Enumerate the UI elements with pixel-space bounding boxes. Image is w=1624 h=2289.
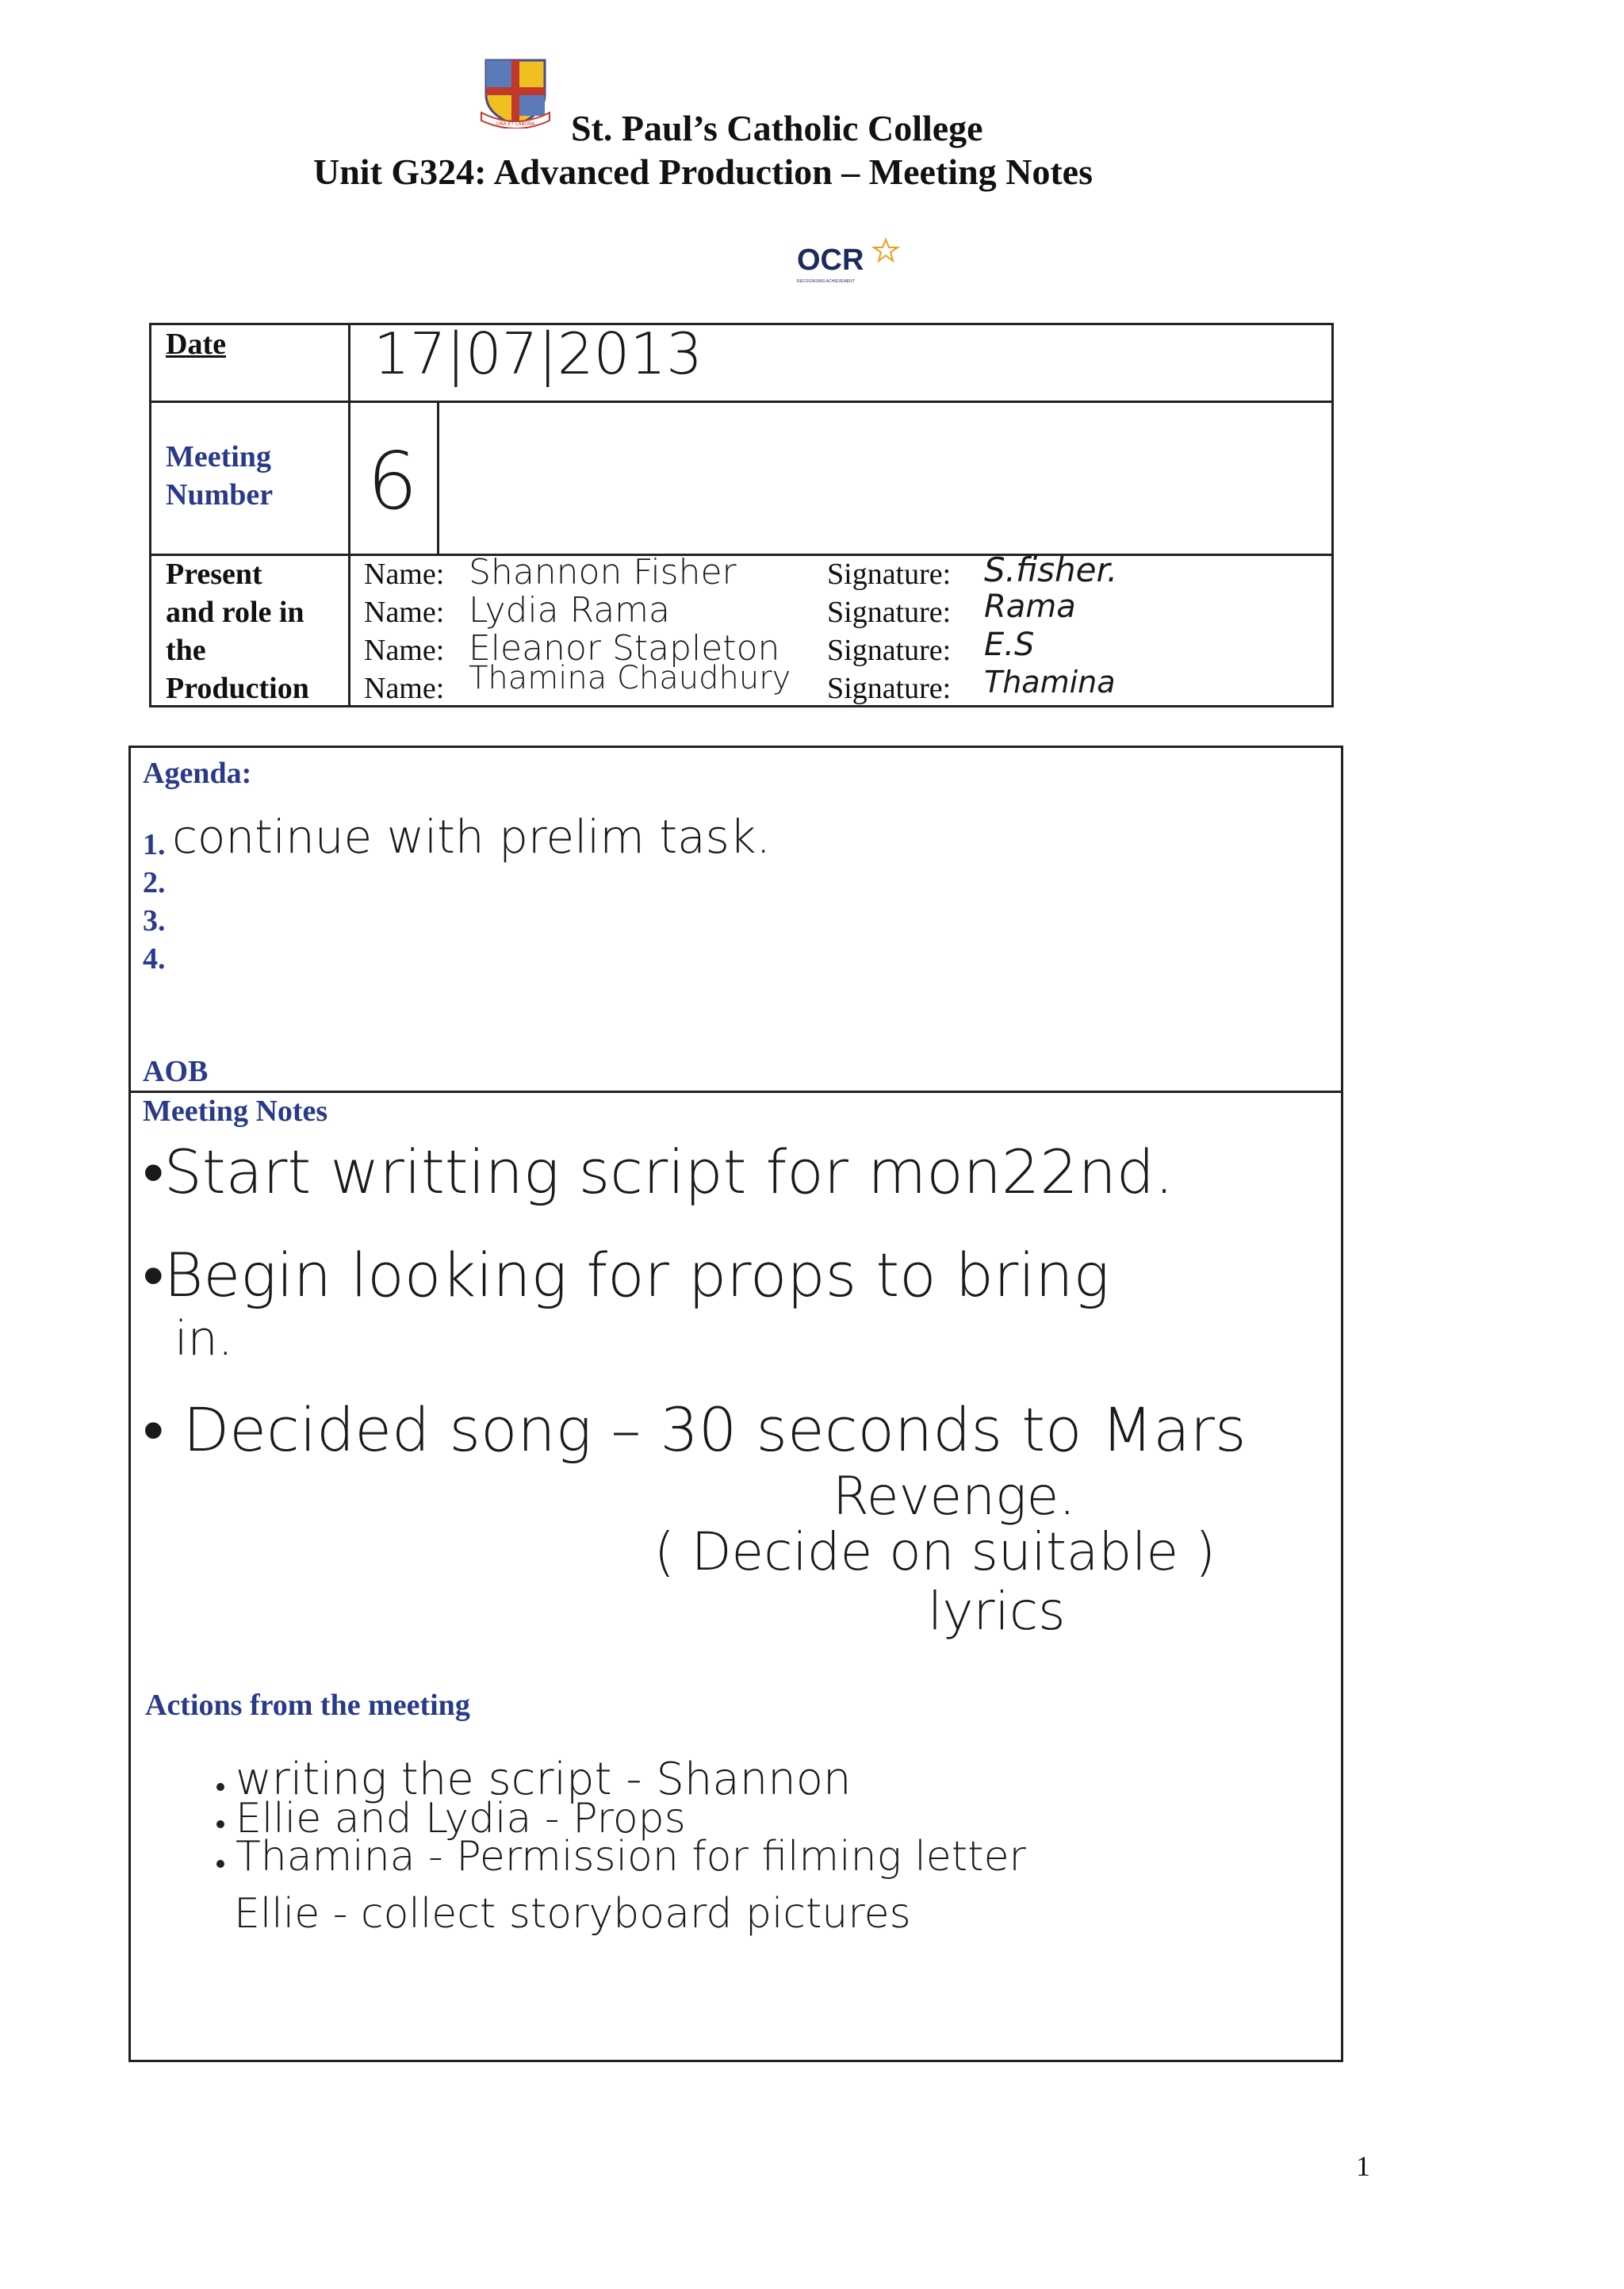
person-name: Shannon Fisher bbox=[469, 552, 737, 592]
notes-line: •Start writting script for mon22nd. bbox=[143, 1137, 1174, 1207]
name-label: Name: bbox=[364, 634, 445, 667]
signature-label: Signature: bbox=[827, 672, 952, 705]
notes-line: Revenge. bbox=[833, 1466, 1076, 1527]
present-label-2: and role in bbox=[166, 596, 304, 629]
meeting-number-label: Meeting bbox=[166, 440, 271, 474]
meeting-number-value: 6 bbox=[367, 435, 418, 527]
action-item-extra: Ellie - collect storyboard pictures bbox=[234, 1890, 911, 1938]
present-label-4: Production bbox=[166, 672, 309, 705]
bullet-dot bbox=[216, 1783, 224, 1791]
notes-line: ( Decide on suitable ) bbox=[654, 1521, 1216, 1582]
ocr-logo-text: OCR bbox=[797, 243, 864, 277]
date-label: Date bbox=[166, 328, 226, 361]
person-signature: E.S bbox=[984, 627, 1035, 663]
bullet-dot bbox=[216, 1820, 224, 1828]
document-title: Unit G324: Advanced Production – Meeting Notes bbox=[313, 151, 1094, 192]
agenda-number: 1. bbox=[143, 828, 166, 861]
notes-line: in. bbox=[174, 1311, 233, 1367]
action-item: writing the script - Shannon bbox=[236, 1754, 852, 1805]
ocr-logo bbox=[797, 236, 900, 289]
agenda-heading: Agenda: bbox=[143, 757, 252, 790]
person-signature: S.fisher. bbox=[984, 550, 1118, 589]
name-label: Name: bbox=[364, 558, 445, 591]
page-number: 1 bbox=[1356, 2150, 1370, 2182]
bullet-dot bbox=[216, 1860, 224, 1868]
meeting-details-table bbox=[149, 320, 1334, 707]
notes-line: • Decided song – 30 seconds to Mars bbox=[143, 1394, 1247, 1465]
date-value: 17|07|2013 bbox=[373, 320, 703, 387]
agenda-notes-box bbox=[128, 746, 1343, 2062]
action-item: Ellie and Lydia - Props bbox=[236, 1795, 686, 1842]
agenda-number: 4. bbox=[143, 942, 166, 976]
person-name: Eleanor Stapleton bbox=[469, 628, 780, 669]
name-label: Name: bbox=[364, 596, 445, 629]
meeting-notes-heading: Meeting Notes bbox=[143, 1095, 328, 1128]
college-name: St. Paul’s Catholic College bbox=[571, 108, 983, 148]
aob-label: AOB bbox=[143, 1055, 209, 1088]
signature-label: Signature: bbox=[827, 634, 952, 667]
meeting-number-label-2: Number bbox=[166, 478, 274, 512]
person-name: Thamina Chaudhury bbox=[469, 660, 791, 696]
actions-heading: Actions from the meeting bbox=[145, 1689, 470, 1722]
notes-line: lyrics bbox=[928, 1581, 1066, 1642]
present-label-1: Present bbox=[166, 558, 262, 591]
agenda-item-1: continue with prelim task. bbox=[172, 810, 771, 864]
college-crest-logo bbox=[480, 57, 551, 128]
agenda-number: 2. bbox=[143, 866, 166, 899]
name-label: Name: bbox=[364, 672, 445, 705]
person-name: Lydia Rama bbox=[469, 590, 671, 631]
ocr-tagline: RECOGNISING ACHIEVEMENT bbox=[797, 279, 855, 284]
crest-motto: ORA ET LABORA bbox=[496, 121, 535, 127]
present-label-3: the bbox=[166, 634, 206, 667]
person-signature: Thamina bbox=[984, 665, 1116, 700]
notes-line: •Begin looking for props to bring bbox=[143, 1240, 1110, 1310]
action-item: Thamina - Permission for filming letter bbox=[236, 1833, 1026, 1881]
signature-label: Signature: bbox=[827, 558, 952, 591]
agenda-number: 3. bbox=[143, 904, 166, 937]
signature-label: Signature: bbox=[827, 596, 952, 629]
person-signature: Rama bbox=[984, 589, 1076, 625]
